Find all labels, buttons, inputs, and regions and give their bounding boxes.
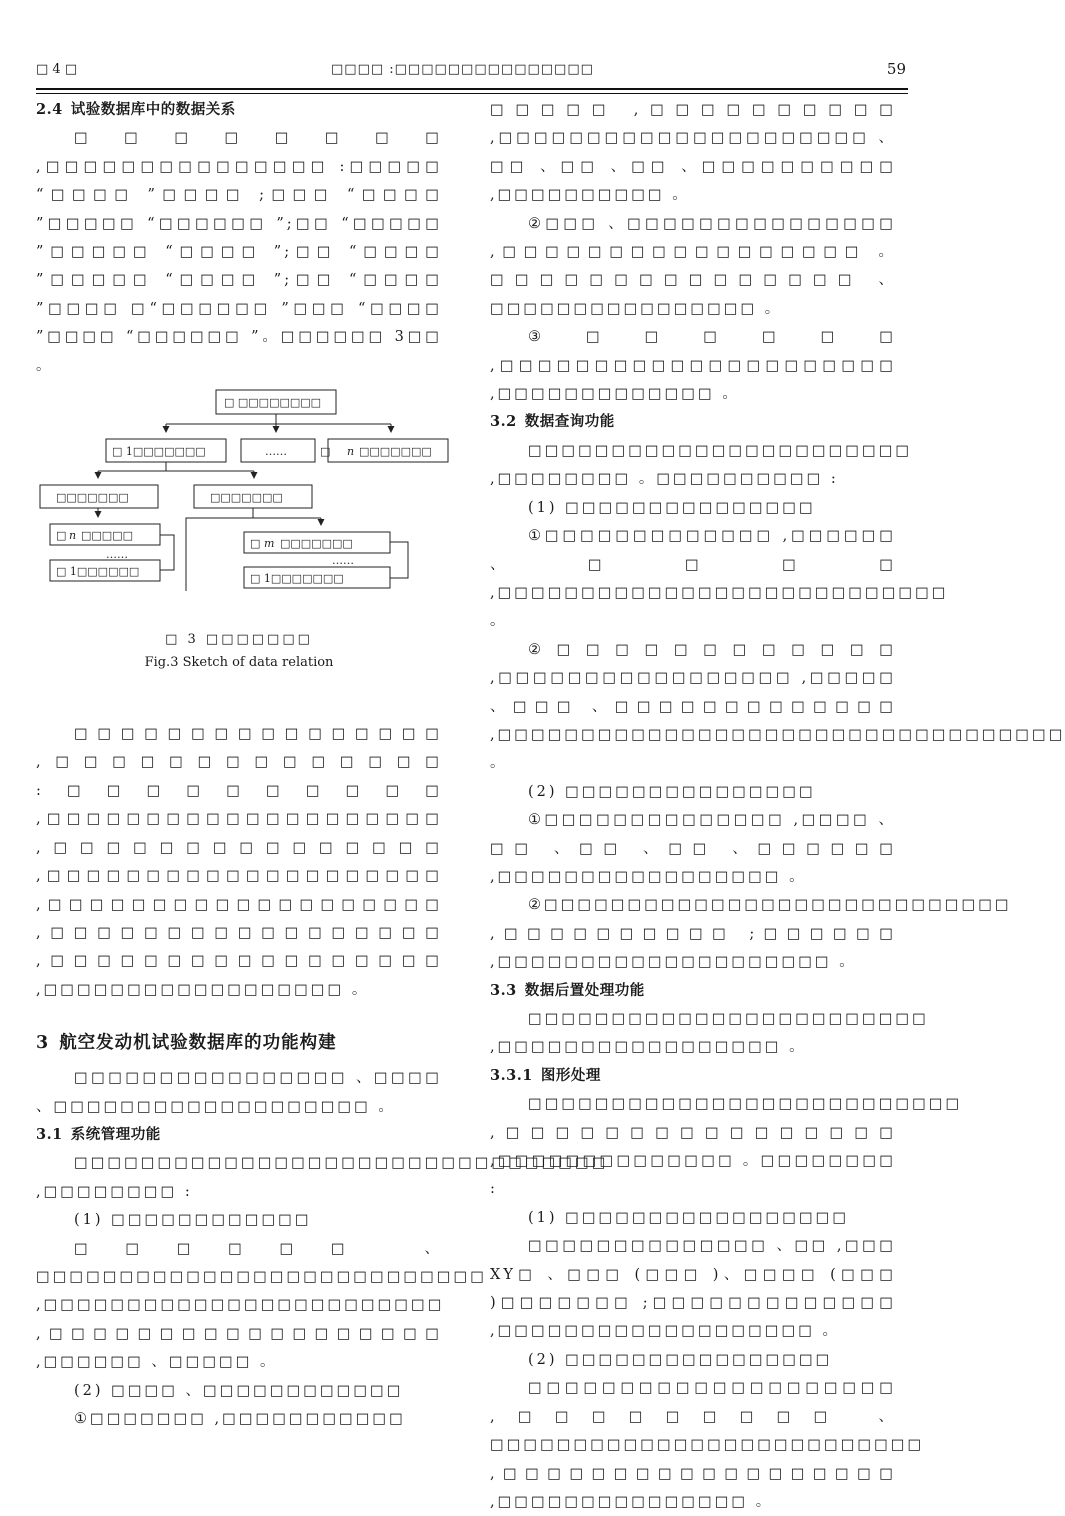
right-column xyxy=(490,96,1065,1516)
section-3-3-1-item2-title: (2) □□□□□□□□□□□□□□□□ xyxy=(528,1351,833,1368)
section-3-3-1-paragraph: □□□□□□□□□□□□□□□□□□□□□□□□□□ ,□□□□□□□□□□□□□□□□ ,□□□□□□□□□□□□□□ 。□□□□□□□□ : xyxy=(490,1096,963,1198)
item2-sub3: ③□□□□□□ ,□□□□□□□□□□□□□□□□□□□□□ ,□□□□□□□□□□□□□ 。 xyxy=(490,329,896,403)
section-heading-2-4: 2.4 试验数据库中的数据关系 xyxy=(36,101,236,118)
section-3-2-item1-title: (1) □□□□□□□□□□□□□□□ xyxy=(528,499,816,516)
header-rule-thick xyxy=(36,88,908,90)
diagram-label-level2-n: □□□□□□□ xyxy=(359,445,432,459)
section-2-4-paragraph: □□□□□□□□ ,□□□□□□□□□□□□□□□ :□□□□□ “□□□□ ”□□□□ ;□□□ “□□□□ ”□□□□□ “□□□□□□ ”;□□ “□□□□□ ”□□□□□ “□□□□ ”;□□ “□□□□ ”□□□□□ “□□□□ ”;□□ “□□□□ ”□□□□ □“□□□□□□ ”□□□ “□□□□ ”□□□□ “□□□□□□ ”。□□□□□□ 3□□ 。 xyxy=(36,130,442,374)
diagram-label-leaf-m-var: m xyxy=(264,537,275,551)
section-3-1-item1-body: □□□□□□ 、□□□□□□□□□□□□□□□□□□□□□□□□□□□ ,□□□□□□□□□□□□□□□□□□□□□□□□ ,□□□□□□□□□□□□□□□□□□ ,□□□□□□ 、□□□□□ 。 xyxy=(36,1240,487,1371)
page-number: 59 xyxy=(886,60,906,78)
section-heading-3-3: 3.3 数据后置处理功能 xyxy=(490,981,645,999)
section-3-1-paragraph: □□□□□□□□□□□□□□□□□□□□□□□□□□□□□□□□ ,□□□□□□□□ : xyxy=(36,1155,609,1200)
diagram-label-leaf-n: □□□□□ xyxy=(81,529,133,543)
figure-3 xyxy=(36,380,442,720)
section-heading-3-3-1: 3.3.1 图形处理 xyxy=(490,1066,601,1084)
diagram-label-leaf-n-var: n xyxy=(69,529,77,543)
header-issue: □ 4 □ xyxy=(36,62,78,77)
section-3-2-item2-sub2: ②□□□□□□□□□□□□□□□□□□□□□□□□□□□□ ,□□□□□□□□□□ ;□□□□□□ ,□□□□□□□□□□□□□□□□□□□□ 。 xyxy=(490,897,1012,971)
diagram-label-leaf-n-prefix: □ xyxy=(56,529,67,543)
diagram-label-level3-1: □□□□□□□ xyxy=(56,491,129,505)
diagram-label-level2-marker: □ xyxy=(320,445,331,459)
diagram-label-leaf-m: □□□□□□□ xyxy=(280,537,353,551)
diagram-label-level2-dots: …… xyxy=(265,445,287,459)
section-3-3-1-item1-title: (1) □□□□□□□□□□□□□□□□□ xyxy=(528,1209,850,1226)
diagram-label-root: □ □□□□□□□□ xyxy=(224,396,322,410)
figure-caption-zh: □ 3 □□□□□□□ xyxy=(165,632,313,648)
section-3-paragraph: □□□□□□□□□□□□□□□□ 、□□□□ 、□□□□□□□□□□□□□□□□□□□ 。 xyxy=(36,1070,442,1115)
running-header xyxy=(36,62,908,84)
section-3-2-item2-sub1: ①□□□□□□□□□□□□□□ ,□□□□ 、□□ 、□□ 、□□ 、□□□□□□ ,□□□□□□□□□□□□□□□□□ 。 xyxy=(490,812,896,885)
diagram-label-leaf-1: □ 1□□□□□□ xyxy=(56,565,140,579)
diagram-label-level3-2: □□□□□□□ xyxy=(210,491,283,505)
section-3-1-item2-body: ①□□□□□□□ ,□□□□□□□□□□□ xyxy=(74,1411,406,1427)
section-heading-3-1: 3.1 系统管理功能 xyxy=(36,1125,161,1143)
header-rule-thin xyxy=(36,93,908,94)
diagram-label-level2-1: □ 1□□□□□□□ xyxy=(112,445,206,459)
header-title: □□□□ :□□□□□□□□□□□□□□□ xyxy=(331,62,594,77)
section-3-3-1-item2-body: □□□□□□□□□□□□□□□□□□□□ ,□□□□□□□□□ 、□□□□□□□□□□□□□□□□□□□□□□□□□□ ,□□□□□□□□□□□□□□□□□□ ,□□□□□□□□□□□□□□□ 。 xyxy=(490,1380,925,1510)
section-3-2-item1-sub1: ①□□□□□□□□□□□□□ ,□□□□□□ 、□□□□ ,□□□□□□□□□□□□□□□□□□□□□□□□□□□ 。 xyxy=(490,528,949,630)
data-relation-diagram xyxy=(36,380,442,670)
section-3-2-item2-title: (2) □□□□□□□□□□□□□□□ xyxy=(528,783,816,800)
paragraph-after-figure: □□□□□□□□□□□□□□□□ ,□□□□□□□□□□□□□□ :□□□□□□□□□□ ,□□□□□□□□□□□□□□□□□□□□ ,□□□□□□□□□□□□□□□ ,□□□□□□□□□□□□□□□□□□□□ ,□□□□□□□□□□□□□□□□□□□ ,□□□□□□□□□□□□□□□□□ ,□□□□□□□□□□□□□□□□□ ,□□□□□□□□□□□□□□□□□□ 。 xyxy=(36,726,442,998)
diagram-label-leaf-dots2: …… xyxy=(332,554,354,568)
diagram-label-leaf-1b: □ 1□□□□□□□ xyxy=(250,572,344,586)
section-3-3-paragraph: □□□□□□□□□□□□□□□□□□□□□□□□ ,□□□□□□□□□□□□□□□□□ 。 xyxy=(490,1011,929,1056)
section-3-3-1-item1-body: □□□□□□□□□□□□□□ 、□□ ,□□□ XY□ 、□□□ (□□□ )、□□□□ (□□□ )□□□□□□□ ;□□□□□□□□□□□□□ ,□□□□□□□□□□□□□□□□□□□ 。 xyxy=(490,1238,896,1340)
section-heading-3-2: 3.2 数据查询功能 xyxy=(490,413,615,431)
continuation-paragraph: □□□□□ ,□□□□□□□□□□ ,□□□□□□□□□□□□□□□□□□□□□ 、□□ 、□□ 、□□ 、□□□□□□□□□□ ,□□□□□□□□□□ 。 xyxy=(490,102,896,204)
diagram-label-leaf-m-prefix: □ xyxy=(250,537,261,551)
item2-sub2: ②□□□ 、□□□□□□□□□□□□□□□ ,□□□□□□□□□□□□□□□□□ 。□□□□□□□□□□□□□□□ 、□□□□□□□□□□□□□□□□ 。 xyxy=(490,215,896,317)
section-3-2-item1-sub2: ②□□□□□□□□□□□□ ,□□□□□□□□□□□□□□□□□ ,□□□□□ 、□□□ 、□□□□□□□□□□□□□ ,□□□□□□□□□□□□□□□□□□□□□□□□□□□□□□□□□□ 。 xyxy=(490,641,1065,772)
diagram-label-leaf-dots1: …… xyxy=(106,548,128,562)
section-3-2-paragraph: □□□□□□□□□□□□□□□□□□□□□□□ ,□□□□□□□□ 。□□□□□□□□□□ : xyxy=(490,442,913,488)
section-3-1-item2-title: (2) □□□□ 、□□□□□□□□□□□□ xyxy=(74,1382,404,1399)
section-heading-3: 3 航空发动机试验数据库的功能构建 xyxy=(36,1033,337,1054)
section-3-1-item1-title: (1) □□□□□□□□□□□□ xyxy=(74,1212,312,1229)
figure-caption-en: Fig.3 Sketch of data relation xyxy=(144,655,334,671)
diagram-label-level2-n-var: n xyxy=(347,445,355,459)
